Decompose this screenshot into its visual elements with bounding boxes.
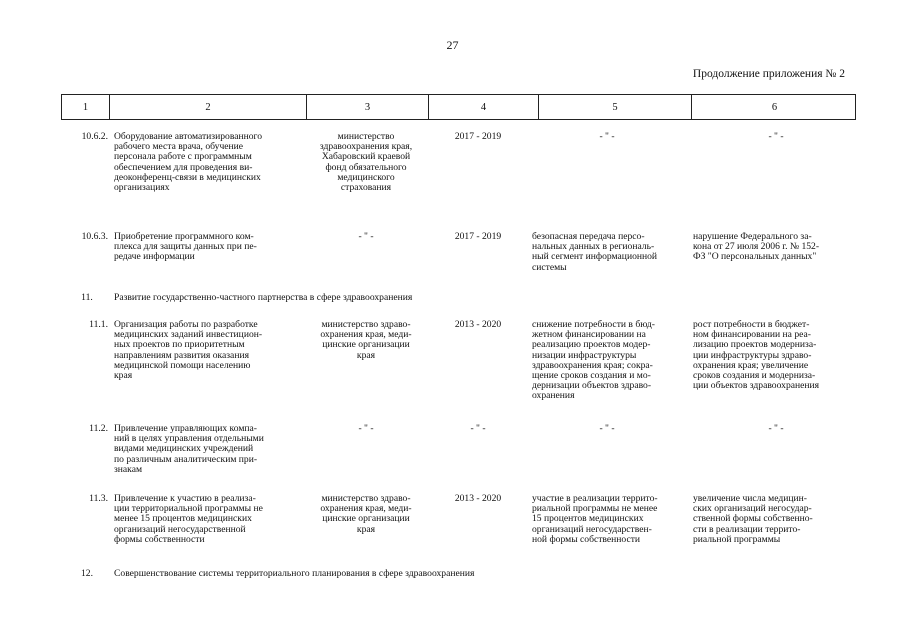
row-risk: увеличение числа медицин- ских организаций негосудар- ственной формы собственно- сти в реализации террито- риальной программы (693, 493, 813, 545)
row-risk: - " - (768, 131, 784, 142)
row-risk: рост потребности в бюджет- ном финансировании на реа- лизацию проектов модерниза- ции инфраструктуры здраво- охранения края; увеличение сроков создания и модерниза- ции объектов здравоохранения (693, 319, 820, 392)
header-col-1: 1 (62, 95, 110, 119)
section-title: Совершенствование системы территориального планирования в сфере здравоохранения (114, 568, 475, 579)
row-action: Оборудование автоматизированного рабочего места врача, обучение персонала работе с программным обеспечением для проведения ви- деоконференц-связи в медицинских организациях (114, 131, 263, 194)
row-number: 11.3. (89, 493, 108, 504)
row-action: Привлечение управляющих компа- ний в целях управления отдельными видами медицинских учреждений по различным аналитическим при- знакам (114, 423, 264, 475)
row-action: Организация работы по разработке медицинских заданий инвестицион- ных проектов по приоритетным направлениям развития оказания медицинской помощи населению края (114, 319, 263, 382)
row-period: 2017 - 2019 (454, 131, 502, 142)
row-number: 11.2. (89, 423, 108, 434)
header-col-4: 4 (429, 95, 539, 119)
row-executor: министерство здравоохранения края, Хабаровский краевой фонд обязательного медицинского страхования (319, 131, 413, 194)
row-result: участие в реализации террито- риальной программы не менее 15 процентов медицинских организаций негосударствен- ной формы собственности (532, 493, 658, 545)
header-col-2: 2 (110, 95, 307, 119)
row-result: - " - (599, 423, 615, 434)
row-executor: - " - (358, 231, 374, 242)
row-period: - " - (470, 423, 486, 434)
row-period: 2017 - 2019 (454, 231, 502, 242)
row-executor: министерство здраво- охранения края, меди- цинские организации края (320, 319, 412, 361)
row-executor: министерство здраво- охранения края, меди- цинские организации края (320, 493, 412, 535)
row-result: снижение потребности в бюд- жетном финансировании на реализацию проектов модер- низации инфраструктуры здравоохранения края; сокра- щение сроков создания и мо- дернизации объектов здраво- охранения (532, 319, 655, 402)
row-result: - " - (599, 131, 615, 142)
row-period: 2013 - 2020 (454, 319, 502, 330)
row-period: 2013 - 2020 (454, 493, 502, 504)
header-col-3: 3 (307, 95, 429, 119)
page-number: 27 (446, 38, 459, 52)
row-number: 10.6.3. (81, 231, 108, 242)
header-col-5: 5 (539, 95, 692, 119)
row-action: Приобретение программного ком- плекса для защиты данных при пе- редаче информации (114, 231, 257, 263)
row-risk: нарушение Федерального за- кона от 27 июля 2006 г. № 152- ФЗ "О персональных данных" (693, 231, 820, 263)
table-header (61, 94, 856, 120)
row-executor: - " - (358, 423, 374, 434)
header-col-6: 6 (771, 101, 778, 113)
row-risk: - " - (768, 423, 784, 434)
row-result: безопасная передача персо- нальных данных в региональ- ный сегмент информационной системы (532, 231, 658, 273)
row-number: 11.1. (89, 319, 108, 330)
section-number: 11. (81, 292, 93, 303)
row-action: Привлечение к участию в реализа- ции территориальной программы не менее 15 процентов медицинских организаций негосударственной формы собственности (114, 493, 263, 545)
section-number: 12. (81, 568, 93, 579)
section-title: Развитие государственно-частного партнерства в сфере здравоохранения (114, 292, 413, 303)
continuation-label: Продолжение приложения № 2 (692, 68, 845, 80)
row-number: 10.6.2. (81, 131, 108, 142)
